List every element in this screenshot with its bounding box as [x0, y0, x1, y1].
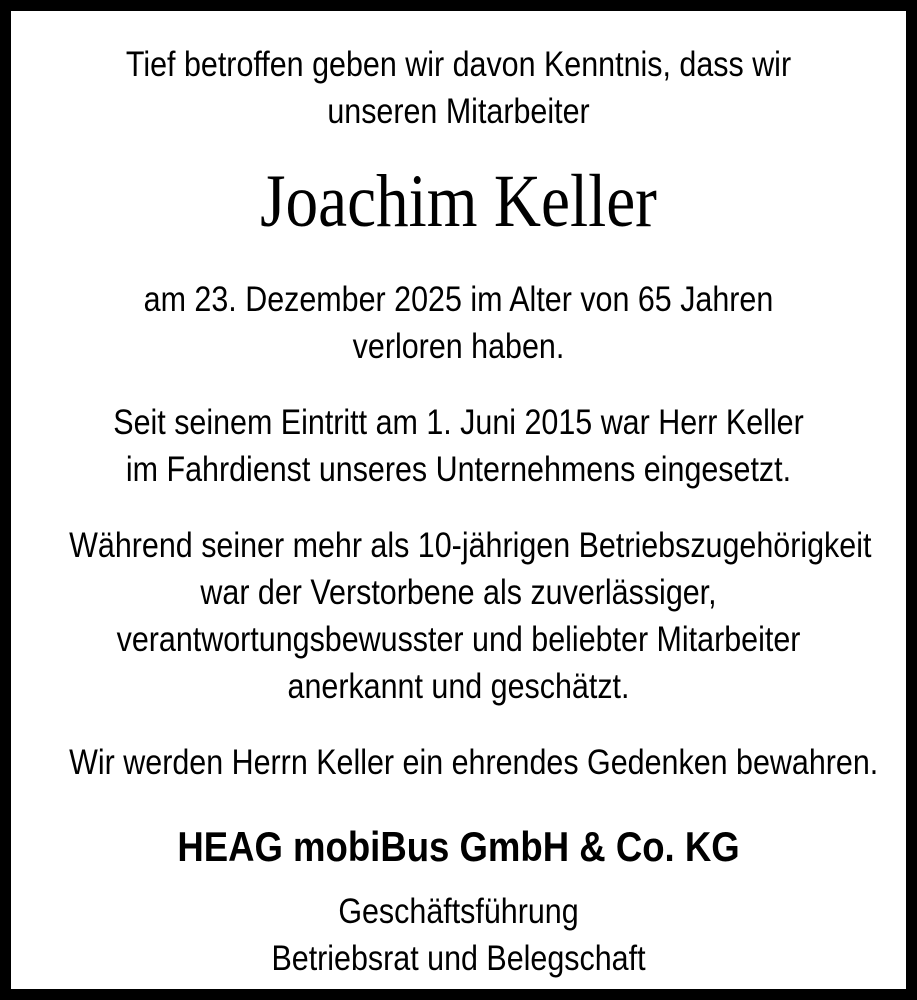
service-info-line-2: im Fahrdienst unseres Unternehmens eingesetzt. — [125, 450, 792, 489]
intro-paragraph — [69, 41, 848, 135]
tribute-line-3: verantwortungsbewusster und beliebter Mitarbeiter — [116, 620, 801, 659]
intro-line-1: Tief betroffen geben wir davon Kenntnis, dass wir — [125, 45, 792, 84]
remembrance-line: Wir werden Herrn Keller ein ehrendes Gedenken bewahren. — [69, 743, 879, 782]
death-info-line-2: verloren haben. — [352, 327, 565, 366]
remembrance-paragraph — [69, 739, 879, 786]
signatory-management: Geschäftsführung — [338, 892, 579, 931]
notice-sheet — [11, 11, 906, 989]
signatories — [69, 888, 848, 982]
death-info-paragraph — [69, 276, 848, 370]
signatory-works-council: Betriebsrat und Belegschaft — [271, 939, 646, 978]
tribute-line-2: war der Verstorbene als zuverlässiger, — [200, 573, 717, 612]
service-info-paragraph — [69, 399, 848, 493]
service-info-line-1: Seit seinem Eintritt am 1. Juni 2015 war Herr Keller — [113, 403, 804, 442]
death-date-line: am 23. Dezember 2025 im Alter von 65 Jahren — [143, 280, 774, 319]
intro-line-2: unseren Mitarbeiter — [327, 92, 590, 131]
deceased-name: Joachim Keller — [260, 160, 657, 243]
notice-content — [69, 11, 879, 982]
company-name: HEAG mobiBus GmbH & Co. KG — [177, 823, 740, 870]
tribute-line-1: Während seiner mehr als 10-jährigen Betriebszugehörigkeit — [69, 526, 872, 565]
tribute-line-4: anerkannt und geschätzt. — [287, 667, 630, 706]
tribute-paragraph — [69, 522, 872, 710]
